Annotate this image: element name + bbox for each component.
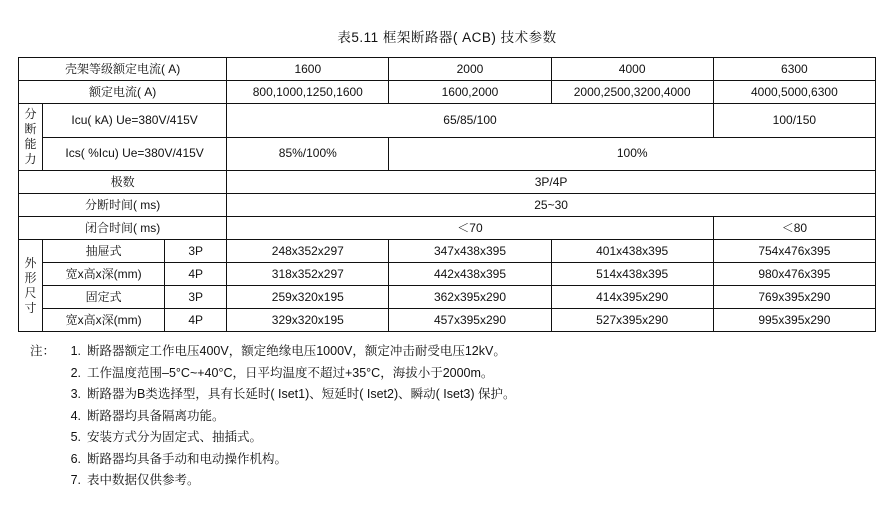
note-number: 4. bbox=[70, 408, 82, 423]
cell-fixed-3p-3: 414x395x290 bbox=[551, 286, 713, 309]
cell-fixed-3p-4: 769x395x290 bbox=[713, 286, 875, 309]
cell-fixed-4p-3: 527x395x290 bbox=[551, 309, 713, 332]
cell-ics-2: 100% bbox=[389, 137, 876, 171]
cell-drawout-4p-3: 514x438x395 bbox=[551, 263, 713, 286]
group-char-2: 断 bbox=[24, 122, 37, 136]
note-item bbox=[30, 427, 894, 449]
row-label-drawout-4p: 4P bbox=[165, 263, 227, 286]
cell-shell-current-1: 1600 bbox=[227, 58, 389, 81]
table-row bbox=[19, 81, 876, 104]
cell-fixed-4p-4: 995x395x290 bbox=[713, 309, 875, 332]
row-label-poles: 极数 bbox=[19, 171, 227, 194]
group-char-3: 尺 bbox=[24, 285, 37, 300]
cell-fixed-4p-2: 457x395x290 bbox=[389, 309, 551, 332]
cell-drawout-3p-2: 347x438x395 bbox=[389, 240, 551, 263]
cell-rated-current-4: 4000,5000,6300 bbox=[713, 81, 875, 104]
cell-drawout-3p-4: 754x476x395 bbox=[713, 240, 875, 263]
cell-drawout-3p-1: 248x352x297 bbox=[227, 240, 389, 263]
cell-poles: 3P/4P bbox=[227, 171, 876, 194]
note-text: 断路器为B类选择型，具有长延时( Iset1)、短延时( Iset2)、瞬动( Iset3) 保护。 bbox=[87, 387, 516, 401]
cell-close-time-2: ＜80 bbox=[713, 217, 875, 240]
row-label-fixed-dims: 宽x高x深(mm) bbox=[43, 309, 165, 332]
row-label-shell-current: 壳架等级额定电流( A) bbox=[19, 58, 227, 81]
row-label-rated-current: 额定电流( A) bbox=[19, 81, 227, 104]
row-label-ics: Ics( %Icu) Ue=380V/415V bbox=[43, 137, 227, 171]
table-row bbox=[19, 171, 876, 194]
row-label-break-time: 分断时间( ms) bbox=[19, 194, 227, 217]
cell-drawout-3p-3: 401x438x395 bbox=[551, 240, 713, 263]
cell-fixed-4p-1: 329x320x195 bbox=[227, 309, 389, 332]
note-number: 2. bbox=[70, 365, 82, 380]
cell-drawout-4p-1: 318x352x297 bbox=[227, 263, 389, 286]
note-item bbox=[30, 470, 894, 492]
table-row bbox=[19, 104, 876, 138]
table-row bbox=[19, 217, 876, 240]
cell-ics-1: 85%/100% bbox=[227, 137, 389, 171]
note-item bbox=[30, 363, 894, 385]
cell-rated-current-2: 1600,2000 bbox=[389, 81, 551, 104]
cell-icu-1: 65/85/100 bbox=[227, 104, 714, 138]
notes-block bbox=[30, 341, 894, 492]
table-row bbox=[19, 263, 876, 286]
group-char-1: 外 bbox=[24, 255, 37, 270]
note-item bbox=[30, 406, 894, 428]
acb-spec-table bbox=[18, 57, 876, 332]
group-char-1: 分 bbox=[24, 107, 37, 121]
table-row bbox=[19, 194, 876, 217]
note-text: 表中数据仅供参考。 bbox=[87, 473, 200, 487]
table-row bbox=[19, 137, 876, 171]
cell-drawout-4p-4: 980x476x395 bbox=[713, 263, 875, 286]
note-text: 工作温度范围–5°C~+40°C，日平均温度不超过+35°C，海拔小于2000m。 bbox=[87, 365, 494, 380]
note-text: 断路器均具备隔离功能。 bbox=[87, 408, 225, 423]
cell-close-time-1: ＜70 bbox=[227, 217, 714, 240]
table-caption: 表5.11 框架断路器( ACB) 技术参数 bbox=[337, 30, 557, 45]
group-char-4: 力 bbox=[24, 152, 37, 166]
cell-rated-current-1: 800,1000,1250,1600 bbox=[227, 81, 389, 104]
note-number: 3. bbox=[70, 387, 82, 401]
row-label-drawout-dims: 宽x高x深(mm) bbox=[43, 263, 165, 286]
note-number: 1. bbox=[70, 344, 82, 358]
note-item bbox=[30, 449, 894, 471]
group-char-2: 形 bbox=[24, 270, 37, 285]
row-group-dimensions bbox=[19, 240, 43, 332]
note-text: 断路器均具备手动和电动操作机构。 bbox=[87, 451, 288, 466]
row-label-drawout: 抽屉式 bbox=[43, 240, 165, 263]
cell-fixed-3p-2: 362x395x290 bbox=[389, 286, 551, 309]
group-char-3: 能 bbox=[24, 137, 37, 151]
cell-icu-2: 100/150 bbox=[713, 104, 875, 138]
cell-shell-current-4: 6300 bbox=[713, 58, 875, 81]
row-group-breaking-capacity bbox=[19, 104, 43, 171]
cell-fixed-3p-1: 259x320x195 bbox=[227, 286, 389, 309]
group-char-4: 寸 bbox=[24, 300, 37, 315]
table-row bbox=[19, 286, 876, 309]
note-item bbox=[30, 341, 894, 363]
cell-rated-current-3: 2000,2500,3200,4000 bbox=[551, 81, 713, 104]
cell-shell-current-2: 2000 bbox=[389, 58, 551, 81]
table-row bbox=[19, 240, 876, 263]
row-label-close-time: 闭合时间( ms) bbox=[19, 217, 227, 240]
cell-shell-current-3: 4000 bbox=[551, 58, 713, 81]
table-row bbox=[19, 309, 876, 332]
row-label-fixed: 固定式 bbox=[43, 286, 165, 309]
note-number: 6. bbox=[70, 451, 82, 466]
note-text: 安装方式分为固定式、抽插式。 bbox=[87, 430, 263, 444]
cell-drawout-4p-2: 442x438x395 bbox=[389, 263, 551, 286]
cell-break-time: 25~30 bbox=[227, 194, 876, 217]
note-number: 7. bbox=[70, 473, 82, 487]
row-label-fixed-3p: 3P bbox=[165, 286, 227, 309]
row-label-drawout-3p: 3P bbox=[165, 240, 227, 263]
row-label-icu: Icu( kA) Ue=380V/415V bbox=[43, 104, 227, 138]
notes-heading: 注： bbox=[30, 344, 56, 358]
note-text: 断路器额定工作电压400V，额定绝缘电压1000V，额定冲击耐受电压12kV。 bbox=[87, 344, 506, 358]
table-row bbox=[19, 58, 876, 81]
row-label-fixed-4p: 4P bbox=[165, 309, 227, 332]
note-item bbox=[30, 384, 894, 406]
note-number: 5. bbox=[70, 430, 82, 444]
